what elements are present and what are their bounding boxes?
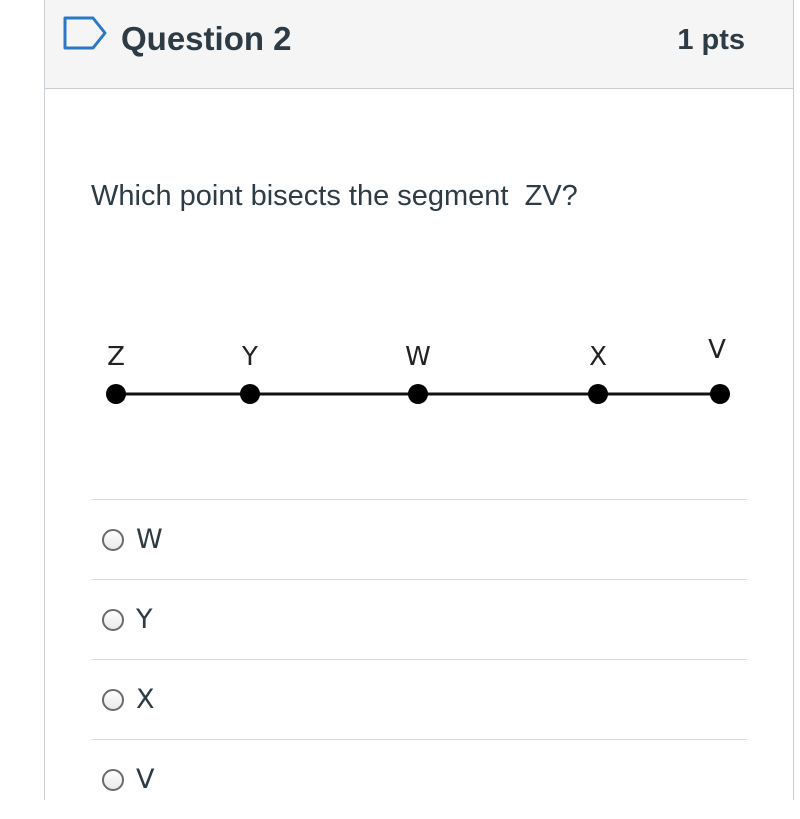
question-card <box>44 0 794 800</box>
point-x-dot <box>588 384 608 404</box>
point-label-x: X <box>589 342 607 372</box>
segment-diagram <box>89 320 749 420</box>
question-title: Question 2 <box>121 20 292 57</box>
radio-button[interactable] <box>102 769 124 791</box>
point-label-w: W <box>405 342 431 372</box>
point-y-dot <box>240 384 260 404</box>
point-w-dot <box>408 384 428 404</box>
answer-list <box>91 499 747 819</box>
radio-button[interactable] <box>102 689 124 711</box>
question-points: 1 pts <box>677 24 745 56</box>
answer-option-w[interactable] <box>91 499 747 579</box>
answer-option-y[interactable] <box>91 579 747 659</box>
flag-question-icon[interactable] <box>63 16 107 50</box>
point-v-dot <box>710 384 730 404</box>
point-z-dot <box>106 384 126 404</box>
answer-label: X <box>136 684 155 715</box>
point-label-y: Y <box>242 342 258 372</box>
radio-button[interactable] <box>102 609 124 631</box>
answer-option-v[interactable] <box>91 739 747 819</box>
answer-label: W <box>136 524 163 555</box>
point-label-z: Z <box>107 342 125 372</box>
point-label-v: V <box>708 335 726 365</box>
answer-option-x[interactable] <box>91 659 747 739</box>
answer-label: Y <box>136 604 153 635</box>
question-header <box>45 0 793 89</box>
answer-label: V <box>136 764 155 795</box>
question-text: Which point bisects the segment ZV? <box>91 180 578 212</box>
radio-button[interactable] <box>102 529 124 551</box>
